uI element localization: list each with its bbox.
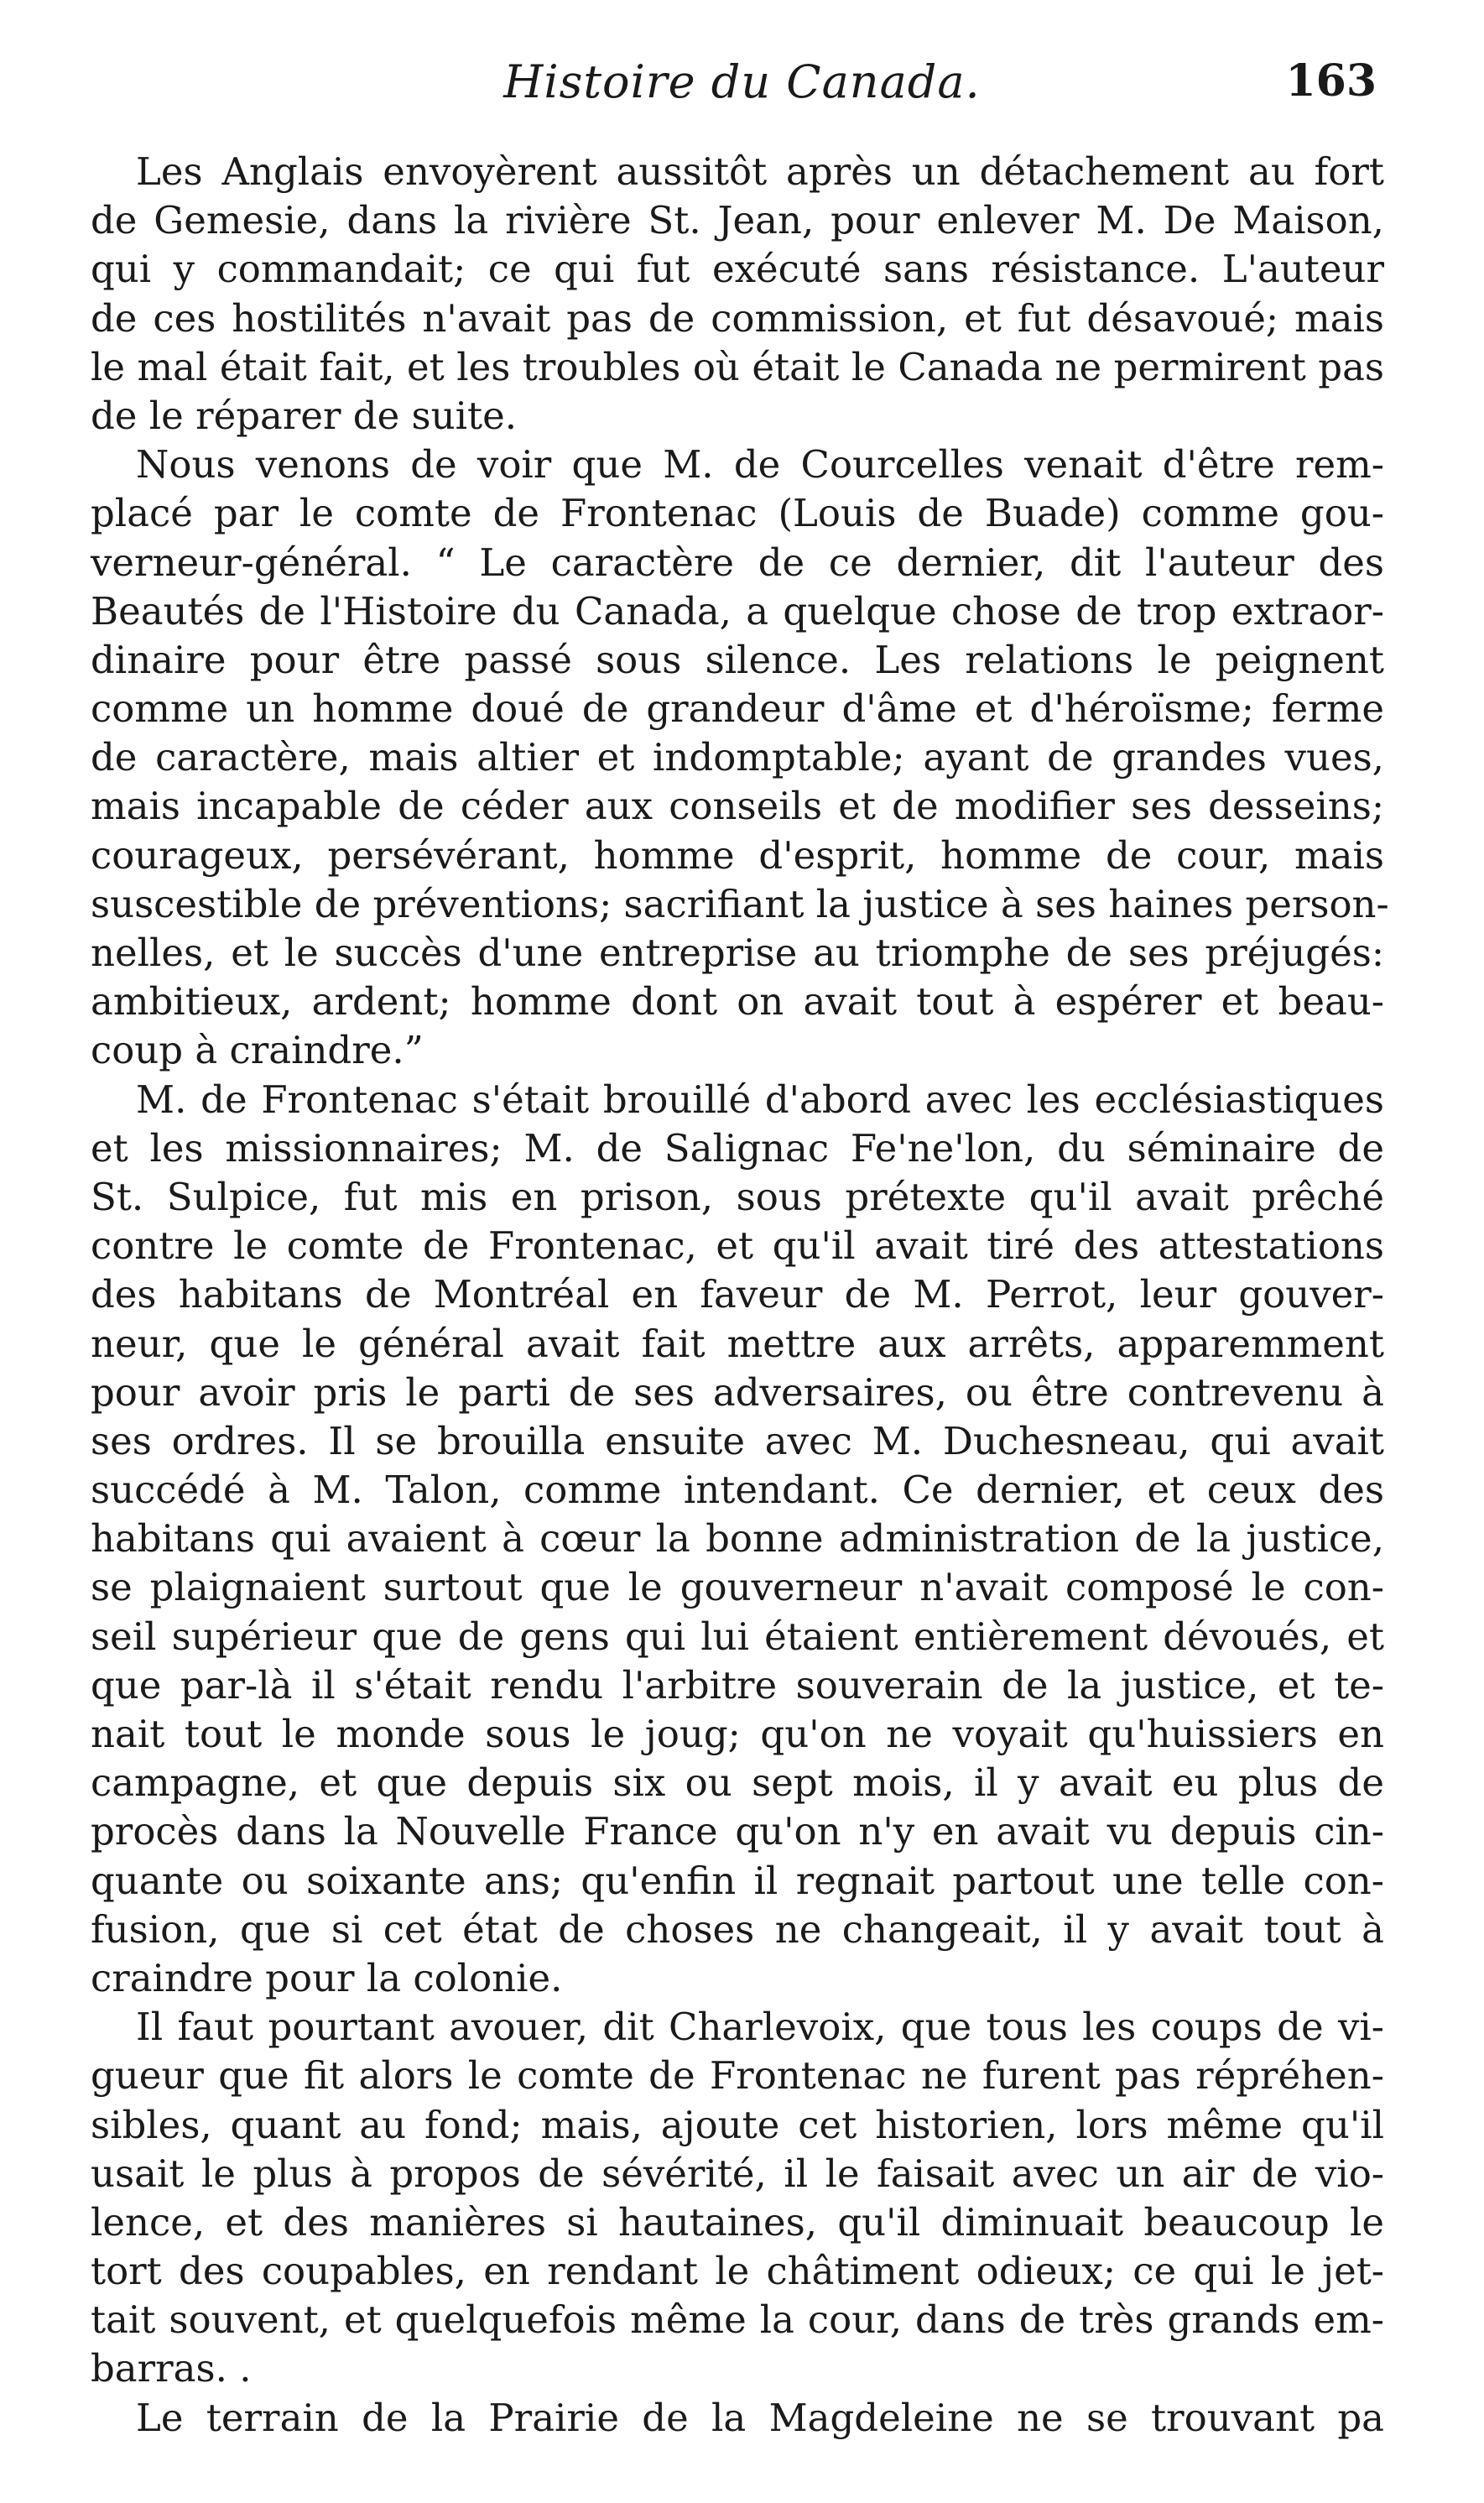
text-line: verneur-général. “ Le caractère de ce dernier, dit l'auteur des <box>91 540 1384 585</box>
text-line: nelles, et le succès d'une entreprise au triomphe de ses préjugés: <box>91 931 1384 975</box>
running-title: Histoire du Canada. <box>503 55 981 108</box>
text-line: de Gemesie, dans la rivière St. Jean, pour enlever M. De Maison, <box>91 198 1384 243</box>
text-line: le mal était fait, et les troubles où était le Canada ne permirent pas <box>91 344 1384 389</box>
text-line: Nous venons de voir que M. de Courcelles venait d'être rem- <box>136 442 1384 488</box>
text-line: comme un homme doué de grandeur d'âme et d'héroïsme; ferme <box>91 686 1384 732</box>
text-line: courageux, persévérant, homme d'esprit, homme de cour, mais <box>91 832 1384 878</box>
page-number: 163 <box>1285 55 1377 107</box>
text-line: M. de Frontenac s'était brouillé d'abord avec les ecclésiastiques <box>136 1077 1384 1122</box>
text-line: St. Sulpice, fut mis en prison, sous prétexte qu'il avait prêché <box>91 1174 1384 1219</box>
text-line: pour avoir pris le parti de ses adversaires, ou être contrevenu à <box>91 1369 1384 1415</box>
text-line: de ces hostilités n'avait pas de commission, et fut désavoué; mais <box>91 295 1384 341</box>
text-line: gueur que fit alors le comte de Frontenac ne furent pas répréhen- <box>91 2053 1384 2099</box>
text-line: lence, et des manières si hautaines, qu'il diminuait beaucoup le <box>91 2199 1384 2245</box>
text-line: se plaignaient surtout que le gouverneur n'avait composé le con- <box>91 1565 1384 1610</box>
text-line: Le terrain de la Prairie de la Magdeleine ne se trouvant pa <box>136 2395 1384 2440</box>
text-line: neur, que le général avait fait mettre aux arrêts, apparemment <box>91 1321 1384 1366</box>
text-line: procès dans la Nouvelle France qu'on n'y en avait vu depuis cin- <box>91 1809 1384 1854</box>
text-line: des habitans de Montréal en faveur de M. Perrot, leur gouver- <box>91 1272 1384 1317</box>
text-line: quante ou soixante ans; qu'enfin il regnait partout une telle con- <box>91 1858 1384 1903</box>
text-line: de caractère, mais altier et indomptable; ayant de grandes vues, <box>91 735 1384 780</box>
text-line: ses ordres. Il se brouilla ensuite avec M. Duchesneau, qui avait <box>91 1418 1384 1463</box>
text-line: dinaire pour être passé sous silence. Les relations le peignent <box>91 637 1384 682</box>
text-line: Beautés de l'Histoire du Canada, a quelque chose de trop extraor- <box>91 588 1384 634</box>
text-line: de le réparer de suite. <box>91 393 518 438</box>
text-line: habitans qui avaient à cœur la bonne administration de la justice, <box>91 1516 1384 1562</box>
text-line: tait souvent, et quelquefois même la cour, dans de très grands em- <box>91 2297 1384 2343</box>
text-line: barras. . <box>91 2346 252 2391</box>
body-text <box>91 148 1389 2443</box>
text-line: fusion, que si cet état de choses ne changeait, il y avait tout à <box>91 1906 1384 1952</box>
text-line: suscestible de préventions; sacrifiant la justice à ses haines person- <box>91 881 1389 926</box>
text-line: ambitieux, ardent; homme dont on avait tout à espérer et beau- <box>91 979 1384 1025</box>
text-line: placé par le comte de Frontenac (Louis de Buade) comme gou- <box>91 491 1384 536</box>
text-line: usait le plus à propos de sévérité, il le faisait avec un air de vio- <box>91 2151 1384 2196</box>
text-line: que par-là il s'était rendu l'arbitre souverain de la justice, et te- <box>91 1662 1384 1708</box>
text-line: succédé à M. Talon, comme intendant. Ce dernier, et ceux des <box>91 1468 1384 1513</box>
text-line: seil supérieur que de gens qui lui étaient entièrement dévoués, et <box>91 1614 1384 1659</box>
text-line: craindre pour la colonie. <box>91 1955 563 2000</box>
text-line: mais incapable de céder aux conseils et de modifier ses desseins; <box>91 784 1384 829</box>
page-header <box>0 44 1484 111</box>
text-line: Il faut pourtant avouer, dit Charlevoix, que tous les coups de vi- <box>136 2005 1384 2050</box>
text-line: Les Anglais envoyèrent aussitôt après un détachement au fort <box>136 149 1384 194</box>
text-line: nait tout le monde sous le joug; qu'on ne voyait qu'huissiers en <box>91 1712 1384 1756</box>
text-line: et les missionnaires; M. de Salignac Fe'ne'lon, du séminaire de <box>91 1125 1384 1171</box>
text-line: qui y commandait; ce qui fut exécuté sans résistance. L'auteur <box>91 247 1384 292</box>
text-line: campagne, et que depuis six ou sept mois, il y avait eu plus de <box>91 1760 1384 1806</box>
text-line: contre le comte de Frontenac, et qu'il avait tiré des attestations <box>91 1223 1384 1269</box>
text-line: tort des coupables, en rendant le châtiment odieux; ce qui le jet- <box>91 2249 1384 2294</box>
text-line: sibles, quant au fond; mais, ajoute cet historien, lors même qu'il <box>91 2102 1384 2147</box>
text-line: coup à craindre.” <box>91 1028 424 1073</box>
